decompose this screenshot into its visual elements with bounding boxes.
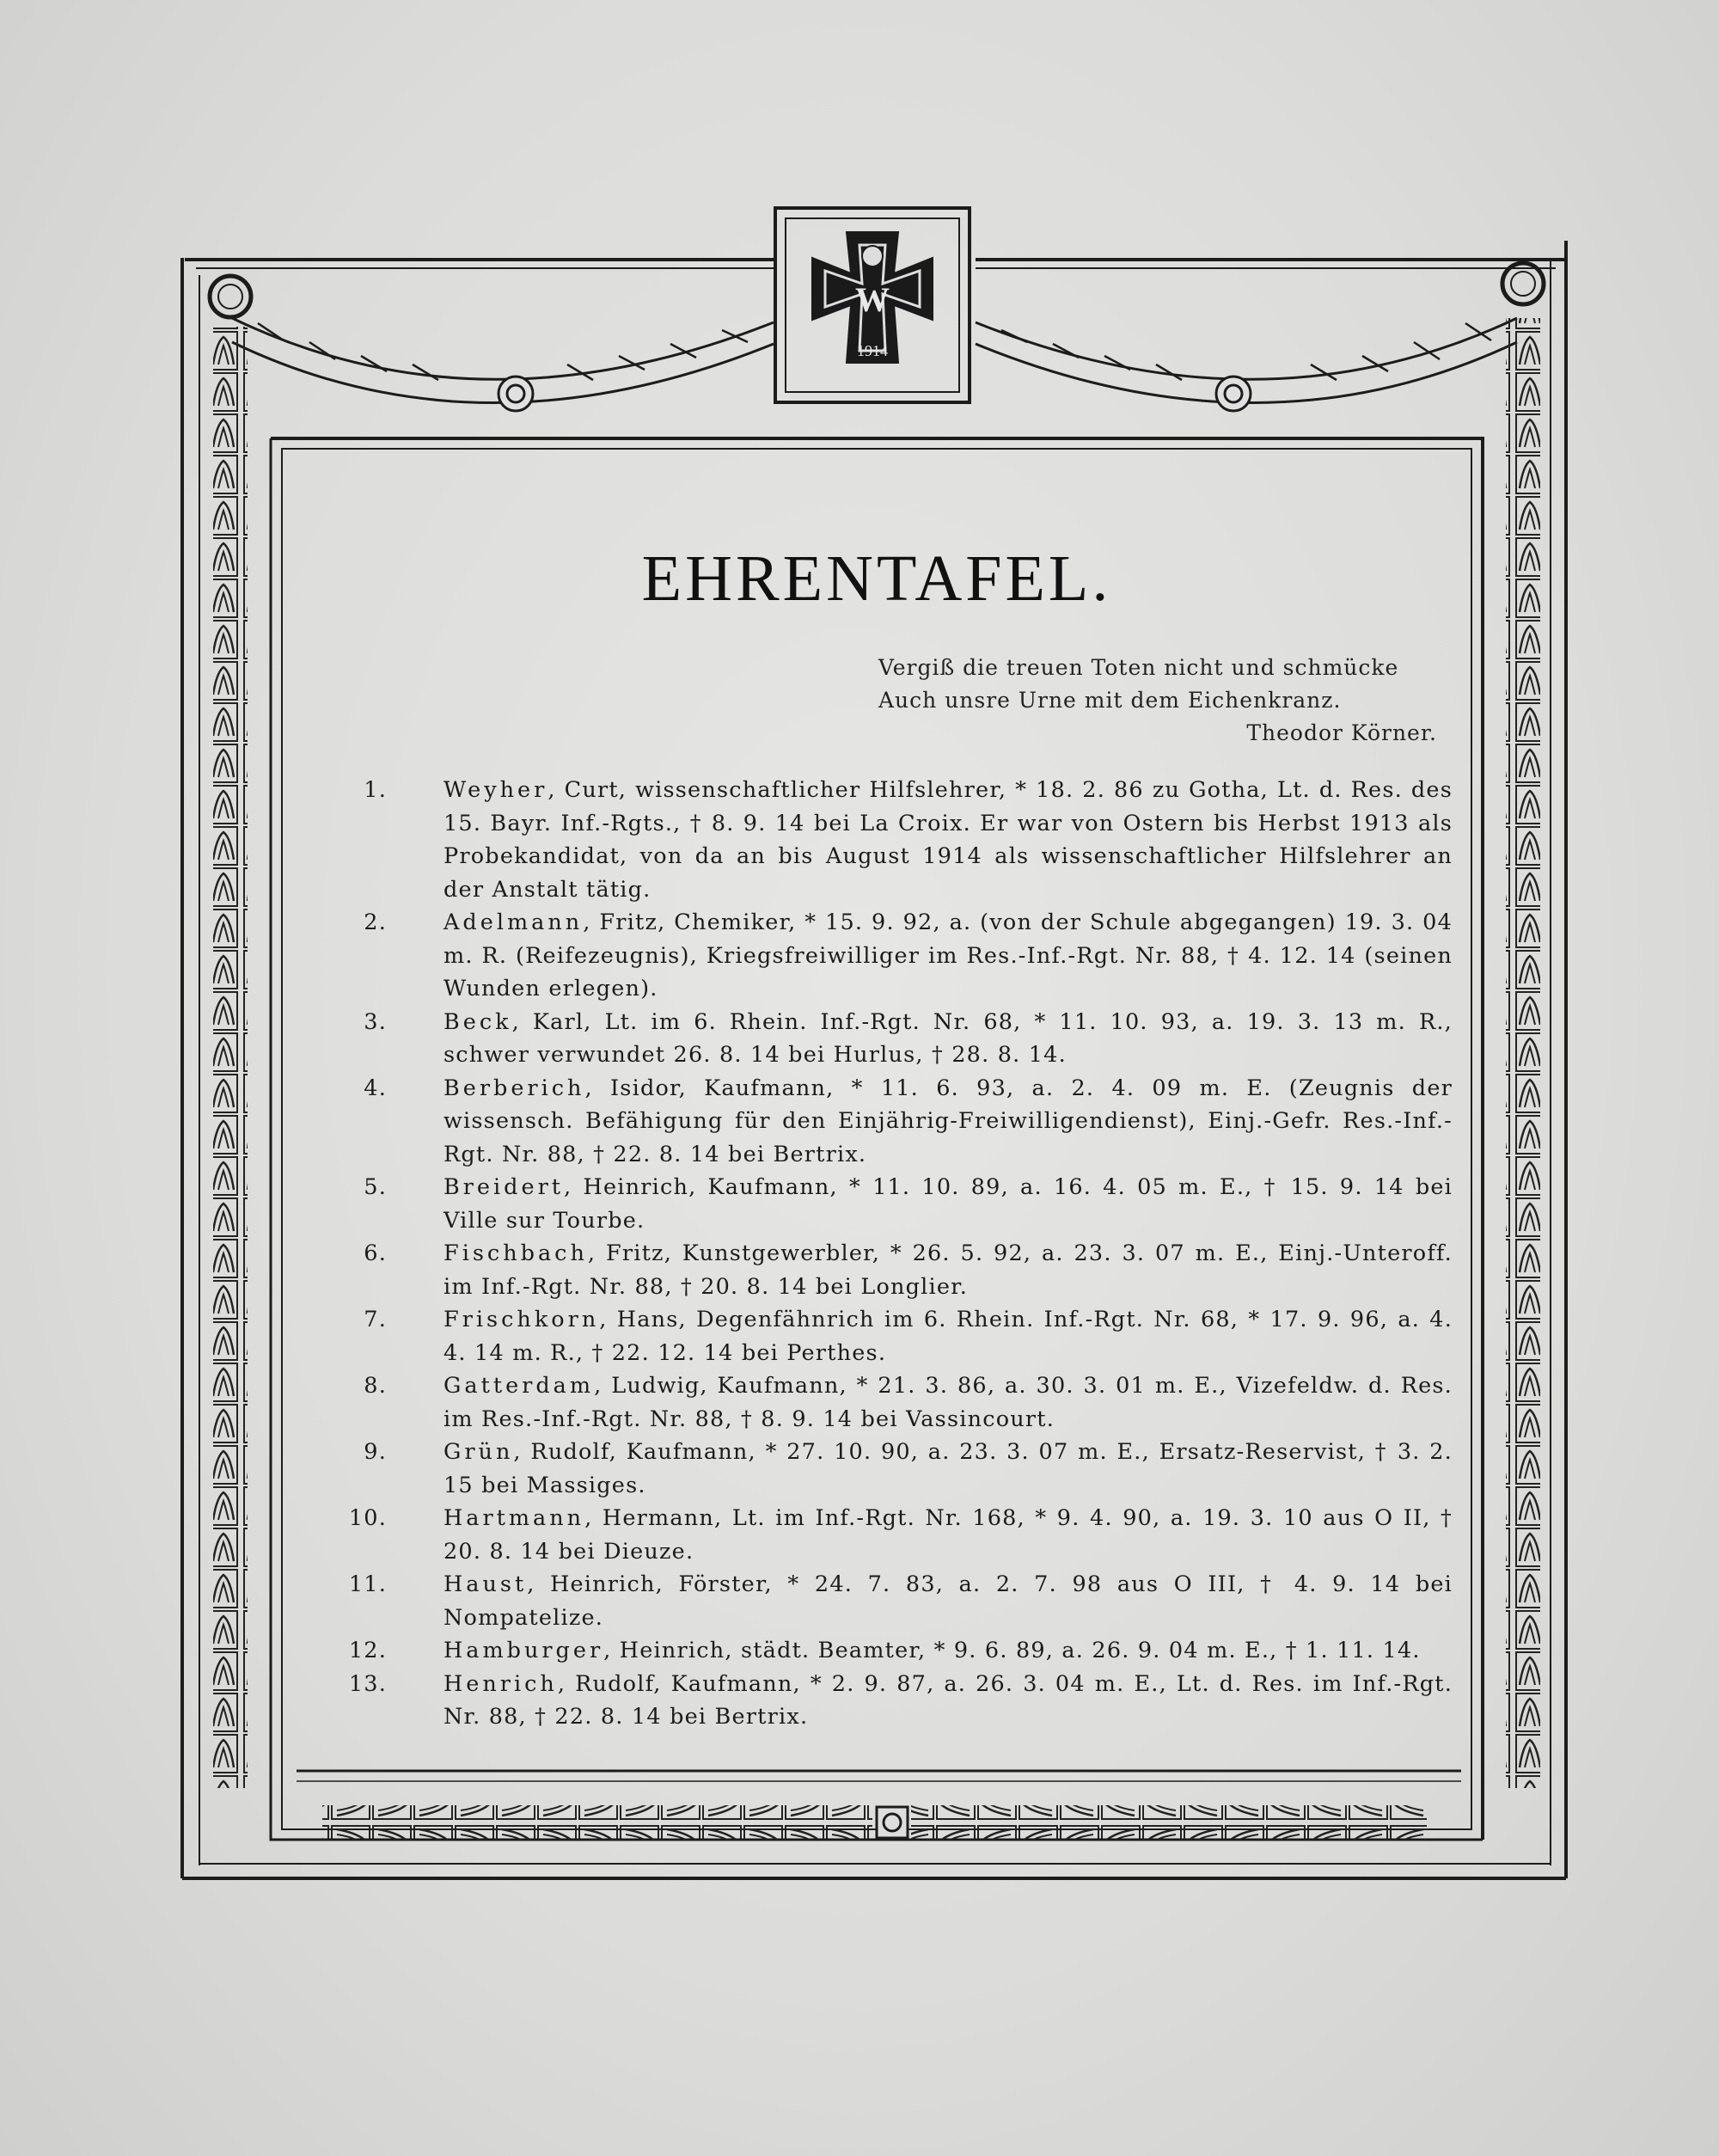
- entry-name: Beck: [444, 1008, 512, 1035]
- entry-number: 7.: [364, 1307, 387, 1332]
- entry-text: , Karl, Lt. im 6. Rhein. Inf.-Rgt. Nr. 68, * 11. 10. 93, a. 19. 3. 13 m. R., schwer verwundet 26. 8. 14 bei Hurlus, † 28. 8. 14.: [444, 1008, 1453, 1068]
- list-item: [344, 1303, 1453, 1369]
- entry-number: 2.: [364, 910, 387, 935]
- epigraph: [878, 652, 1437, 750]
- entry-text: , Heinrich, Förster, * 24. 7. 83, a. 2. 7. 98 aus O III, † 4. 9. 14 bei Nompatelize.: [444, 1571, 1453, 1631]
- right-side-garland: [1506, 318, 1540, 1788]
- entry-number: 12.: [348, 1638, 387, 1663]
- entry-number: 11.: [348, 1571, 387, 1597]
- entry-number: 8.: [364, 1373, 387, 1399]
- left-garland: [232, 318, 774, 411]
- entry-text: , Hermann, Lt. im Inf.-Rgt. Nr. 168, * 9. 4. 90, a. 19. 3. 10 aus O II, † 20. 8. 14 bei Dieuze.: [444, 1505, 1453, 1565]
- epigraph-line-1: Vergiß die treuen Toten nicht und schmücke: [878, 655, 1399, 680]
- list-item: [344, 1237, 1453, 1303]
- right-ring: [1502, 263, 1544, 304]
- entry-number: 1.: [364, 777, 387, 803]
- list-item: [344, 1668, 1453, 1734]
- entry-number: 13.: [348, 1670, 387, 1697]
- entry-name: Weyher: [444, 777, 548, 803]
- entry-name: Fischbach: [444, 1240, 588, 1266]
- list-item: [344, 1502, 1453, 1568]
- entry-number: 4.: [364, 1075, 387, 1101]
- epigraph-author: Theodor Körner.: [1246, 720, 1437, 745]
- entry-text: , Rudolf, Kaufmann, * 2. 9. 87, a. 26. 3. 04 m. E., Lt. d. Res. im Inf.-Rgt. Nr. 88, † 22. 8. 14 bei Bertrix.: [444, 1670, 1453, 1730]
- list-item: [344, 1171, 1453, 1237]
- entry-name: Frischkorn: [444, 1307, 600, 1332]
- entry-name: Henrich: [444, 1670, 558, 1697]
- entry-text: , Fritz, Chemiker, * 15. 9. 92, a. (von der Schule abgegangen) 19. 3. 04 m. R. (Reifezeugnis), Kriegsfreiwilliger im Res.-Inf.-Rgt. Nr. 88, † 4. 12. 14 (seinen Wunden erlegen).: [444, 910, 1453, 1001]
- epigraph-line-2: Auch unsre Urne mit dem Eichenkranz.: [878, 688, 1342, 713]
- bottom-garland: [322, 1805, 1427, 1840]
- entry-name: Breidert: [444, 1174, 565, 1200]
- list-item: [344, 1436, 1453, 1502]
- entry-text: , Heinrich, städt. Beamter, * 9. 6. 89, a. 26. 9. 04 m. E., † 1. 11. 14.: [603, 1638, 1421, 1663]
- entry-number: 3.: [364, 1008, 387, 1035]
- entry-name: Berberich: [444, 1075, 585, 1101]
- entry-number: 10.: [348, 1505, 387, 1531]
- entry-text: , Ludwig, Kaufmann, * 21. 3. 86, a. 30. 3. 01 m. E., Vizefeldw. d. Res. im Res.-Inf.-Rgt. Nr. 88, † 8. 9. 14 bei Vassincourt.: [444, 1373, 1453, 1432]
- entry-name: Hartmann: [444, 1505, 585, 1531]
- iron-cross-emblem: [775, 208, 970, 402]
- page-title: EHRENTAFEL.: [641, 542, 1112, 615]
- list-item: [344, 1006, 1453, 1072]
- entry-name: Gatterdam: [444, 1373, 595, 1399]
- entry-text: , Heinrich, Kaufmann, * 11. 10. 89, a. 16. 4. 05 m. E., † 15. 9. 14 bei Ville sur Tourbe.: [444, 1174, 1453, 1234]
- cross-initial: W: [855, 280, 890, 319]
- entry-text: , Isidor, Kaufmann, * 11. 6. 93, a. 2. 4. 09 m. E. (Zeugnis der wissensch. Befähigung für den Einjährig-Freiwilligendienst), Einj.-Gefr. Res.-Inf.-Rgt. Nr. 88, † 22. 8. 14 bei Bertrix.: [444, 1075, 1453, 1167]
- entry-name: Adelmann: [444, 910, 584, 935]
- entry-text: , Curt, wissenschaftlicher Hilfslehrer, * 18. 2. 86 zu Gotha, Lt. d. Res. des 15. Bayr. Inf.-Rgts., † 8. 9. 14 bei La Croix. Er war von Ostern bis Herbst 1913 als Probekandidat, von da an bis August 1914 als wissenschaftlicher Hilfslehrer an der Anstalt tätig.: [444, 777, 1453, 903]
- left-side-garland: [213, 327, 248, 1788]
- entry-number: 6.: [364, 1240, 387, 1266]
- list-item: [344, 906, 1453, 1006]
- entry-name: Grün: [444, 1439, 514, 1465]
- entry-name: Hamburger: [444, 1638, 604, 1663]
- list-item: [344, 774, 1453, 906]
- entry-number: 5.: [364, 1174, 387, 1200]
- right-garland: [976, 318, 1517, 411]
- list-item: [344, 1369, 1453, 1436]
- left-ring: [210, 276, 251, 317]
- entry-number: 9.: [364, 1439, 387, 1465]
- list-item: [344, 1634, 1453, 1668]
- entry-name: Haust: [444, 1571, 528, 1597]
- cross-year: 1914: [857, 342, 888, 359]
- entry-text: , Fritz, Kunstgewerbler, * 26. 5. 92, a. 23. 3. 07 m. E., Einj.-Unteroff. im Inf.-Rgt. Nr. 88, † 20. 8. 14 bei Longlier.: [444, 1240, 1453, 1300]
- list-item: [344, 1568, 1453, 1634]
- entry-text: , Hans, Degenfähnrich im 6. Rhein. Inf.-Rgt. Nr. 68, * 17. 9. 96, a. 4. 4. 14 m. R., † 22. 12. 14 bei Perthes.: [444, 1307, 1453, 1366]
- list-item: [344, 1072, 1453, 1172]
- honor-roll-list: [344, 774, 1453, 1734]
- entry-text: , Rudolf, Kaufmann, * 27. 10. 90, a. 23. 3. 07 m. E., Ersatz-Reservist, † 3. 2. 15 bei Massiges.: [444, 1439, 1453, 1498]
